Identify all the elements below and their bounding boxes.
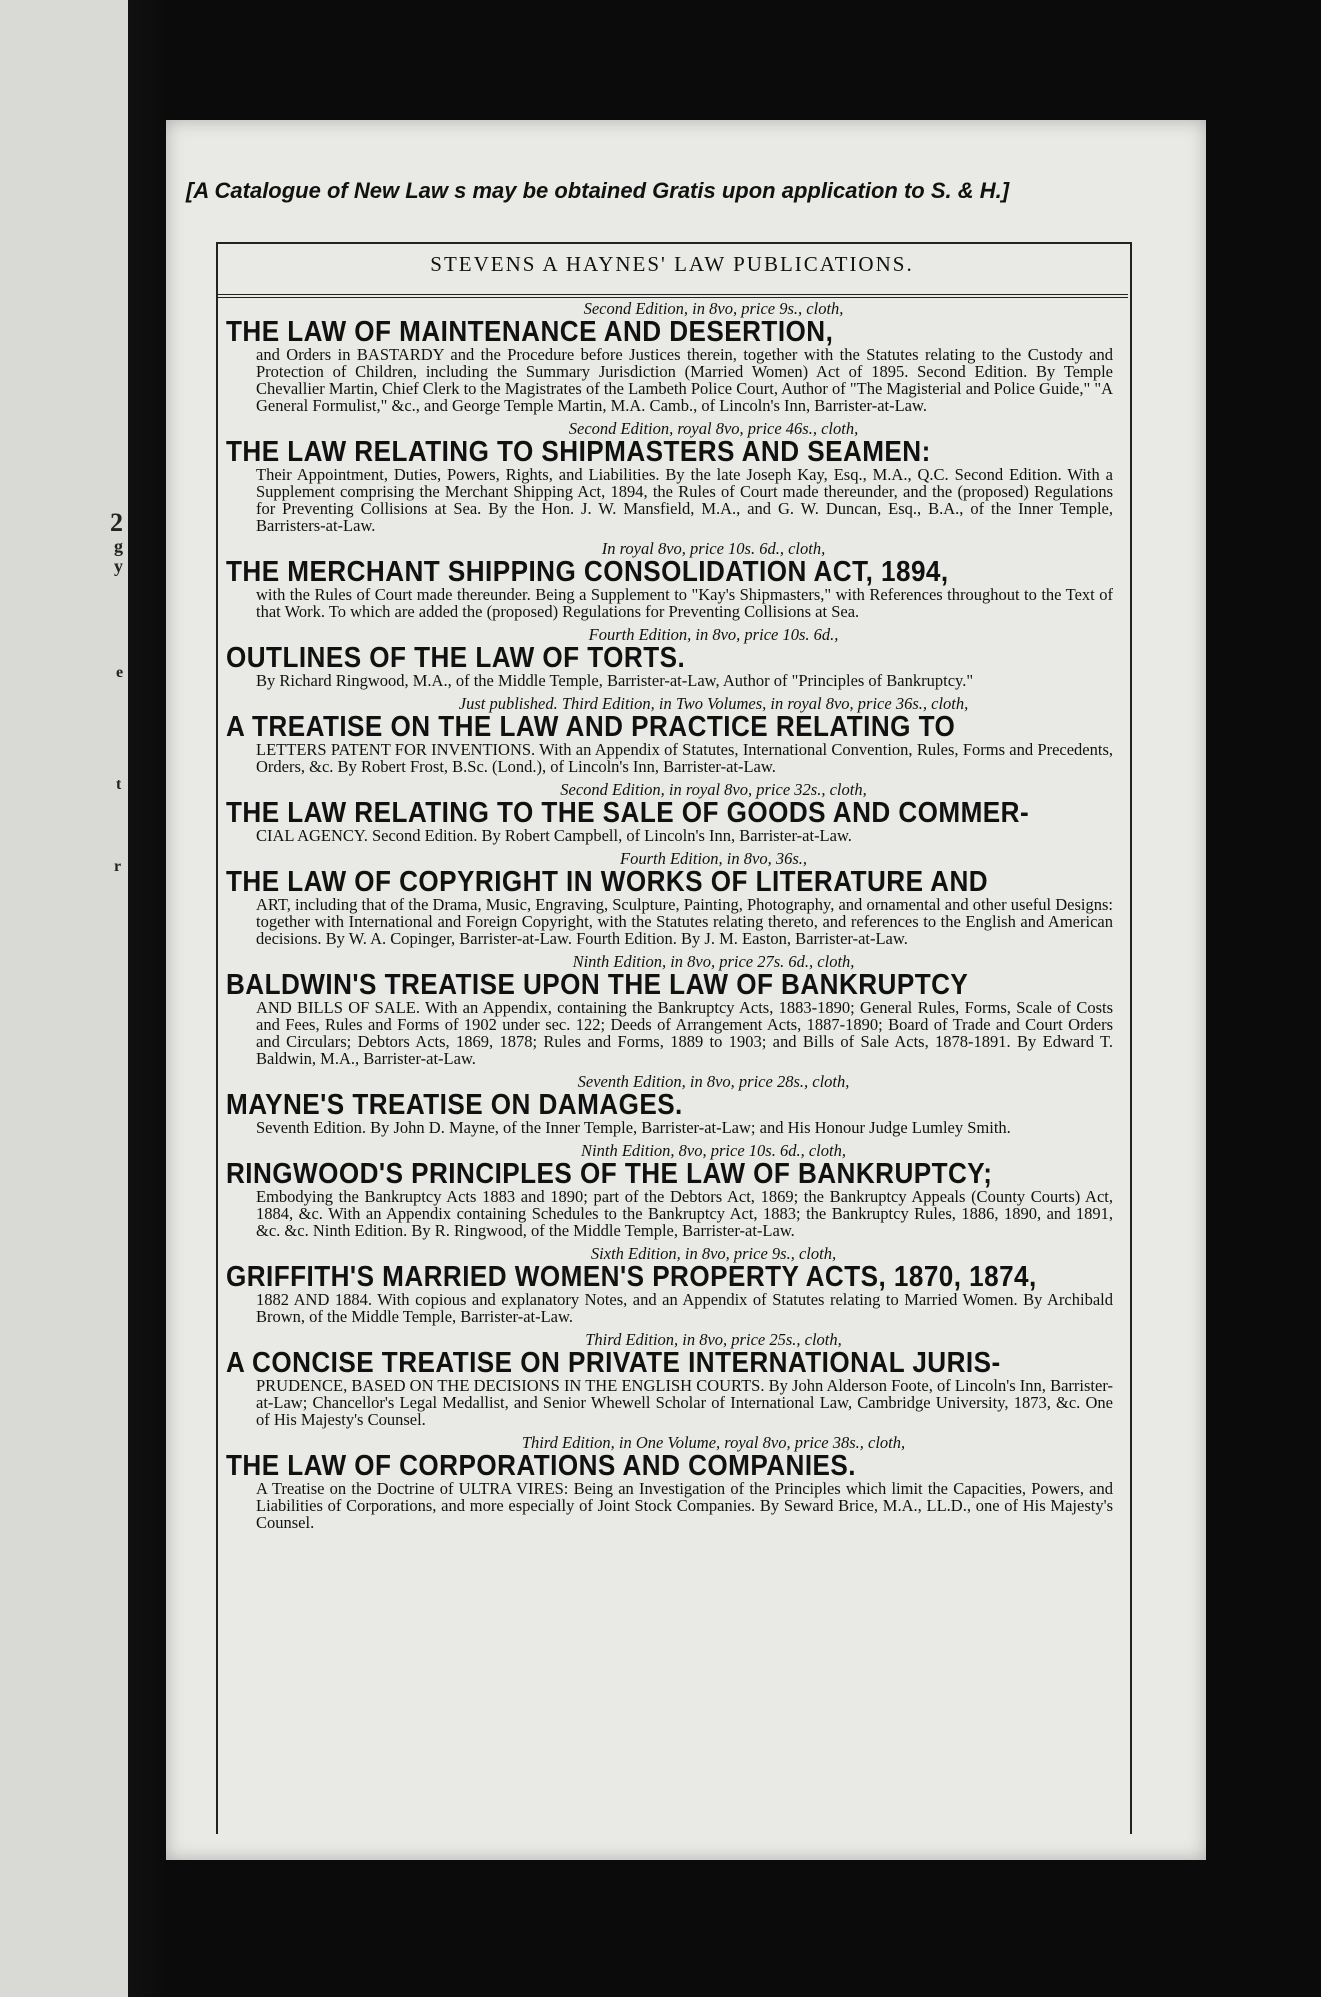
- publication-entry: [226, 1142, 1121, 1239]
- facing-page-fragment: g: [114, 536, 123, 556]
- publication-list: [226, 300, 1121, 1537]
- publication-description: AND BILLS OF SALE. With an Appendix, containing the Bankruptcy Acts, 1883-1890; General Rules, Forms, Scale of Costs and Fees, Rules and Forms of 1902 under sec. 122; Deeds of Arrangement Acts, 1887-1890; Board of Trade and Court Orders and Circulars; Debtors Acts, 1869, 1878; Rules and Forms, 1889 to 1903; and Bills of Sale Acts, 1878-1891. By Edward T. Baldwin, M.A., Barrister-at-Law.: [256, 998, 1113, 1068]
- publication-title: THE LAW RELATING TO THE SALE OF GOODS AND COMMER-: [226, 797, 1030, 829]
- publication-entry: [226, 540, 1121, 620]
- edition-line: Second Edition, in 8vo, price 9s., cloth,: [583, 299, 844, 318]
- publication-description: A Treatise on the Doctrine of ULTRA VIRES: Being an Investigation of the Principles which limit the Capacities, Powers, and Liabilities of Corporations, and more especially of Joint Stock Companies. By Seward Brice, M.A., LL.D., one of His Majesty's Counsel.: [256, 1479, 1113, 1532]
- publication-entry: [226, 953, 1121, 1067]
- edition-line: Third Edition, in 8vo, price 25s., cloth,: [585, 1330, 842, 1349]
- edition-line: Third Edition, in One Volume, royal 8vo, price 38s., cloth,: [521, 1433, 906, 1452]
- edition-line: In royal 8vo, price 10s. 6d., cloth,: [601, 539, 826, 558]
- publication-description: Seventh Edition. By John D. Mayne, of the Inner Temple, Barrister-at-Law; and His Honour Judge Lumley Smith.: [256, 1118, 1011, 1137]
- publication-description: ART, including that of the Drama, Music, Engraving, Sculpture, Painting, Photography, and ornamental and other useful Designs: together with International and Foreign Copyright, with the Statutes relating thereto, and references to the English and American decisions. By W. A. Copinger, Barrister-at-Law. Fourth Edition. By J. M. Easton, Barrister-at-Law.: [256, 895, 1113, 948]
- publication-title: OUTLINES OF THE LAW OF TORTS.: [226, 642, 686, 674]
- publication-description: LETTERS PATENT FOR INVENTIONS. With an Appendix of Statutes, International Convention, Rules, Forms and Precedents, Orders, &c. By Robert Frost, B.Sc. (Lond.), of Lincoln's Inn, Barrister-at-Law.: [256, 740, 1113, 776]
- publication-entry: [226, 1073, 1121, 1136]
- gutter-shadow: [128, 0, 168, 1997]
- publication-title: THE LAW RELATING TO SHIPMASTERS AND SEAMEN:: [226, 436, 931, 468]
- facing-page-fragment: r: [114, 858, 122, 875]
- edition-line: Ninth Edition, in 8vo, price 27s. 6d., cloth,: [572, 952, 855, 971]
- publication-entry: [226, 626, 1121, 689]
- facing-page-fragment: e: [116, 664, 124, 681]
- publication-title: A CONCISE TREATISE ON PRIVATE INTERNATIONAL JURIS-: [226, 1347, 1001, 1379]
- publication-title: THE LAW OF MAINTENANCE AND DESERTION,: [226, 316, 834, 348]
- edition-line: Second Edition, royal 8vo, price 46s., cloth,: [568, 419, 859, 438]
- edition-line: Seventh Edition, in 8vo, price 28s., cloth,: [577, 1072, 850, 1091]
- publication-title: MAYNE'S TREATISE ON DAMAGES.: [226, 1089, 683, 1121]
- edition-line: Just published. Third Edition, in Two Volumes, in royal 8vo, price 36s., cloth,: [458, 694, 969, 713]
- publication-entry: [226, 781, 1121, 844]
- facing-page-fragment: 2: [110, 508, 123, 537]
- publication-title: GRIFFITH'S MARRIED WOMEN'S PROPERTY ACTS, 1870, 1874,: [226, 1261, 1037, 1293]
- publication-entry: [226, 300, 1121, 414]
- facing-page-fragment: t: [116, 776, 122, 793]
- publication-title: BALDWIN'S TREATISE UPON THE LAW OF BANKRUPTCY: [226, 969, 969, 1001]
- publication-description: PRUDENCE, BASED ON THE DECISIONS IN THE ENGLISH COURTS. By John Alderson Foote, of Lincoln's Inn, Barrister-at-Law; Chancellor's Legal Medallist, and Senior Whewell Scholar of International Law, Cambridge University, 1873, &c. One of His Majesty's Counsel.: [256, 1376, 1113, 1429]
- publication-title: THE LAW OF COPYRIGHT IN WORKS OF LITERATURE AND: [226, 866, 989, 898]
- edition-line: Sixth Edition, in 8vo, price 9s., cloth,: [590, 1244, 837, 1263]
- publication-description: Their Appointment, Duties, Powers, Rights, and Liabilities. By the late Joseph Kay, Esq., M.A., Q.C. Second Edition. With a Supplement comprising the Merchant Shipping Act, 1894, the Rules of Court made thereunder, and the (proposed) Regulations for Preventing Collisions at Sea. By the Hon. J. W. Mansfield, M.A., and G. W. Duncan, Esq., B.A., of the Inner Temple, Barristers-at-Law.: [256, 465, 1113, 535]
- facing-page-fragment: y: [114, 556, 123, 576]
- publication-entry: [226, 1245, 1121, 1325]
- publication-description: By Richard Ringwood, M.A., of the Middle Temple, Barrister-at-Law, Author of "Principles of Bankruptcy.": [256, 671, 974, 690]
- publication-title: RINGWOOD'S PRINCIPLES OF THE LAW OF BANKRUPTCY;: [226, 1158, 993, 1190]
- masthead-rule: [216, 294, 1128, 298]
- publication-entry: [226, 420, 1121, 534]
- facing-page-edge: [0, 0, 128, 1997]
- publication-title: A TREATISE ON THE LAW AND PRACTICE RELATING TO: [226, 711, 956, 743]
- edition-line: Ninth Edition, 8vo, price 10s. 6d., cloth,: [581, 1141, 846, 1160]
- publication-entry: [226, 695, 1121, 775]
- publication-title: THE LAW OF CORPORATIONS AND COMPANIES.: [226, 1450, 856, 1482]
- masthead: STEVENS A HAYNES' LAW PUBLICATIONS.: [430, 252, 914, 276]
- catalogue-note: [A Catalogue of New Law s may be obtained Gratis upon application to S. & H.]: [186, 178, 1010, 203]
- publication-title: THE MERCHANT SHIPPING CONSOLIDATION ACT, 1894,: [226, 556, 949, 588]
- publication-description: with the Rules of Court made thereunder. Being a Supplement to "Kay's Shipmasters," with References throughout to the Text of that Work. To which are added the (proposed) Regulations for Preventing Collisions at Sea.: [256, 585, 1113, 621]
- publication-description: 1882 AND 1884. With copious and explanatory Notes, and an Appendix of Statutes relating to Married Women. By Archibald Brown, of the Middle Temple, Barrister-at-Law.: [256, 1290, 1113, 1326]
- publication-entry: [226, 1331, 1121, 1428]
- publication-entry: [226, 1434, 1121, 1531]
- edition-line: Second Edition, in royal 8vo, price 32s., cloth,: [560, 780, 867, 799]
- publication-description: and Orders in BASTARDY and the Procedure before Justices therein, together with the Statutes relating to the Custody and Protection of Children, including the Summary Jurisdiction (Married Women) Act of 1895. Second Edition. By Temple Chevallier Martin, Chief Clerk to the Magistrates of the Lambeth Police Court, Author of "The Magisterial and Police Guide," "A General Formulist," &c., and George Temple Martin, M.A. Camb., of Lincoln's Inn, Barrister-at-Law.: [256, 345, 1113, 415]
- publication-entry: [226, 850, 1121, 947]
- publication-description: Embodying the Bankruptcy Acts 1883 and 1890; part of the Debtors Act, 1869; the Bankruptcy Appeals (County Courts) Act, 1884, &c. With an Appendix containing Schedules to the Bankruptcy Act, 1883; the Bankruptcy Rules, 1886, 1890, and 1891, &c. &c. Ninth Edition. By R. Ringwood, of the Middle Temple, Barrister-at-Law.: [256, 1187, 1113, 1240]
- edition-line: Fourth Edition, in 8vo, 36s.,: [620, 849, 807, 868]
- edition-line: Fourth Edition, in 8vo, price 10s. 6d.,: [588, 625, 839, 644]
- publication-description: CIAL AGENCY. Second Edition. By Robert Campbell, of Lincoln's Inn, Barrister-at-Law.: [256, 826, 852, 845]
